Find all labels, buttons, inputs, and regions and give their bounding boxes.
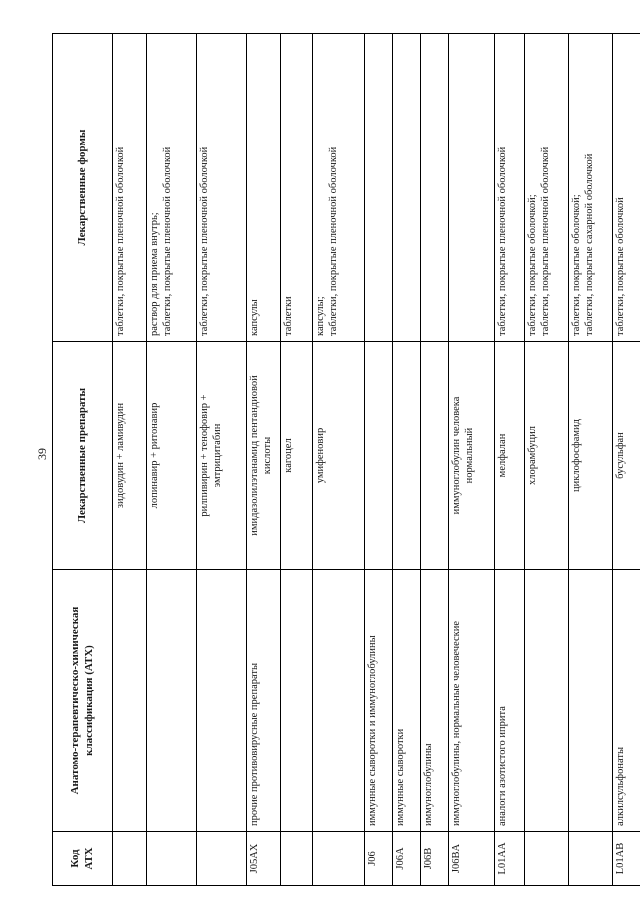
cell-class: [525, 570, 569, 832]
cell-drug: иммуноглобулин человека нормальный: [449, 342, 495, 570]
cell-drug: имидазолилэтанамид пентандиовой кислоты: [247, 342, 281, 570]
cell-drug: [393, 342, 421, 570]
table-row: [393, 34, 421, 886]
cell-class: [281, 570, 313, 832]
cell-code: L01AA: [495, 832, 525, 886]
cell-code: J06: [365, 832, 393, 886]
rotated-table-frame: [52, 34, 626, 886]
cell-drug: кагоцел: [281, 342, 313, 570]
header-class: Анатомо-терапевтическо-химическая классификация (АТХ): [53, 570, 113, 832]
cell-code: [197, 832, 247, 886]
cell-class: аналоги азотистого иприта: [495, 570, 525, 832]
cell-class: прочие противовирусные препараты: [247, 570, 281, 832]
cell-form: таблетки, покрытые пленочной оболочкой: [197, 34, 247, 342]
header-drugs: Лекарственные препараты: [53, 342, 113, 570]
document-table-container: [52, 34, 626, 886]
cell-class: [569, 570, 613, 832]
table-row: [525, 34, 569, 886]
page-number: 39: [35, 448, 49, 460]
cell-form: капсулы; таблетки, покрытые пленочной оболочкой: [313, 34, 365, 342]
table-row: [313, 34, 365, 886]
cell-code: J06BA: [449, 832, 495, 886]
cell-code: J05AX: [247, 832, 281, 886]
cell-class: [197, 570, 247, 832]
cell-form: [449, 34, 495, 342]
cell-drug: умифеновир: [313, 342, 365, 570]
cell-class: иммунные сыворотки: [393, 570, 421, 832]
cell-class: иммунные сыворотки и иммуноглобулины: [365, 570, 393, 832]
cell-drug: бусульфан: [613, 342, 640, 570]
table-row: [113, 34, 147, 886]
table-header-row: [53, 34, 113, 886]
cell-code: [113, 832, 147, 886]
cell-form: [421, 34, 449, 342]
table-row: [495, 34, 525, 886]
header-forms: Лекарственные формы: [53, 34, 113, 342]
atc-drug-table: [52, 33, 640, 886]
cell-form: таблетки, покрытые пленочной оболочкой: [113, 34, 147, 342]
cell-code: [313, 832, 365, 886]
table-row: [147, 34, 197, 886]
cell-drug: [421, 342, 449, 570]
cell-class: [313, 570, 365, 832]
cell-form: [365, 34, 393, 342]
table-row: [613, 34, 640, 886]
cell-code: [281, 832, 313, 886]
cell-form: [393, 34, 421, 342]
table-row: [197, 34, 247, 886]
cell-code: L01AB: [613, 832, 640, 886]
cell-class: [147, 570, 197, 832]
cell-class: иммуноглобулины, нормальные человеческие: [449, 570, 495, 832]
cell-form: таблетки, покрытые оболочкой; таблетки, покрытые сахарной оболочкой: [569, 34, 613, 342]
cell-drug: [365, 342, 393, 570]
table-row: [281, 34, 313, 886]
cell-code: J06A: [393, 832, 421, 886]
cell-code: [147, 832, 197, 886]
table-row: [247, 34, 281, 886]
table-row: [569, 34, 613, 886]
cell-code: J06B: [421, 832, 449, 886]
cell-form: таблетки, покрытые пленочной оболочкой: [495, 34, 525, 342]
cell-drug: лопинавир + ритонавир: [147, 342, 197, 570]
cell-form: капсулы: [247, 34, 281, 342]
cell-class: иммуноглобулины: [421, 570, 449, 832]
cell-drug: рилпивирин + тенофовир + эмтрицитабин: [197, 342, 247, 570]
table-row: [449, 34, 495, 886]
cell-code: [525, 832, 569, 886]
cell-drug: хлорамбуцил: [525, 342, 569, 570]
cell-form: раствор для приема внутрь; таблетки, покрытые пленочной оболочкой: [147, 34, 197, 342]
cell-drug: зидовудин + ламивудин: [113, 342, 147, 570]
cell-class: [113, 570, 147, 832]
cell-form: таблетки: [281, 34, 313, 342]
cell-drug: мелфалан: [495, 342, 525, 570]
table-row: [365, 34, 393, 886]
cell-code: [569, 832, 613, 886]
table-row: [421, 34, 449, 886]
cell-form: таблетки, покрытые оболочкой; таблетки, покрытые пленочной оболочкой: [525, 34, 569, 342]
cell-form: таблетки, покрытые оболочкой: [613, 34, 640, 342]
cell-drug: циклофосфамид: [569, 342, 613, 570]
cell-class: алкилсульфонаты: [613, 570, 640, 832]
header-code: Код АТХ: [53, 832, 113, 886]
